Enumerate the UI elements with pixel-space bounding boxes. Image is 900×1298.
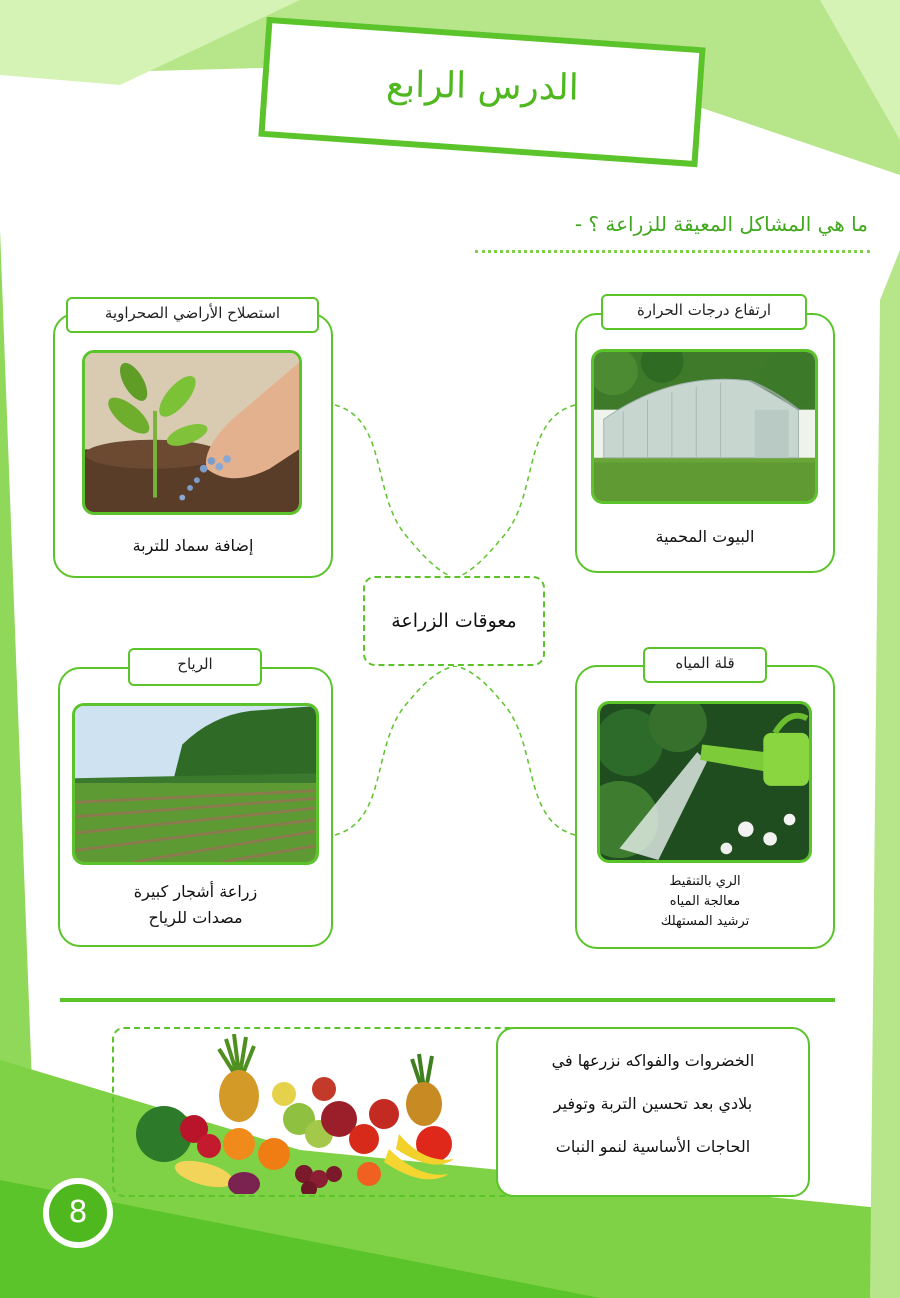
caption-line: زراعة أشجار كبيرة <box>133 882 258 901</box>
card-label-water-scarcity: قلة المياه <box>643 647 767 683</box>
caption-line: مصدات للرياح <box>148 908 243 927</box>
fruits-text-line: الخضروات والفواكه نزرعها في <box>551 1051 755 1070</box>
page-number: 8 <box>43 1178 113 1248</box>
seedling-fertilizer-photo <box>82 350 302 515</box>
fruits-image-box <box>112 1027 532 1197</box>
card-caption-desert-reclamation: إضافة سماد للتربة <box>132 536 254 555</box>
lesson-title: الدرس الرابع <box>385 64 580 109</box>
caption-line: الري بالتنقيط <box>669 874 741 889</box>
fruits-text-line: الحاجات الأساسية لنمو النبات <box>555 1137 751 1156</box>
card-caption-winds <box>58 879 333 931</box>
card-label-high-temperature: ارتفاع درجات الحرارة <box>601 294 807 330</box>
center-agriculture-obstacles: معوقات الزراعة <box>363 576 545 666</box>
section-question: ما هي المشاكل المعيقة للزراعة ؟ - <box>574 212 868 236</box>
fruits-vegetables-photo <box>134 1034 474 1194</box>
greenhouse-photo <box>591 349 818 504</box>
caption-line: معالجة المياه <box>669 894 741 909</box>
card-caption-high-temperature: البيوت المحمية <box>655 527 755 546</box>
card-caption-water-scarcity <box>575 872 835 932</box>
section-divider <box>60 998 835 1002</box>
card-label-desert-reclamation: استصلاح الأراضي الصحراوية <box>66 297 319 333</box>
fruits-text-line: بلادي بعد تحسين التربة وتوفير <box>553 1094 753 1113</box>
card-label-winds: الرياح <box>128 648 262 686</box>
fruits-text-box <box>496 1027 810 1197</box>
caption-line: ترشيد المستهلك <box>660 914 750 929</box>
watering-can-photo <box>597 701 812 863</box>
dotted-answer-line <box>475 250 870 253</box>
windbreak-field-photo <box>72 703 319 865</box>
